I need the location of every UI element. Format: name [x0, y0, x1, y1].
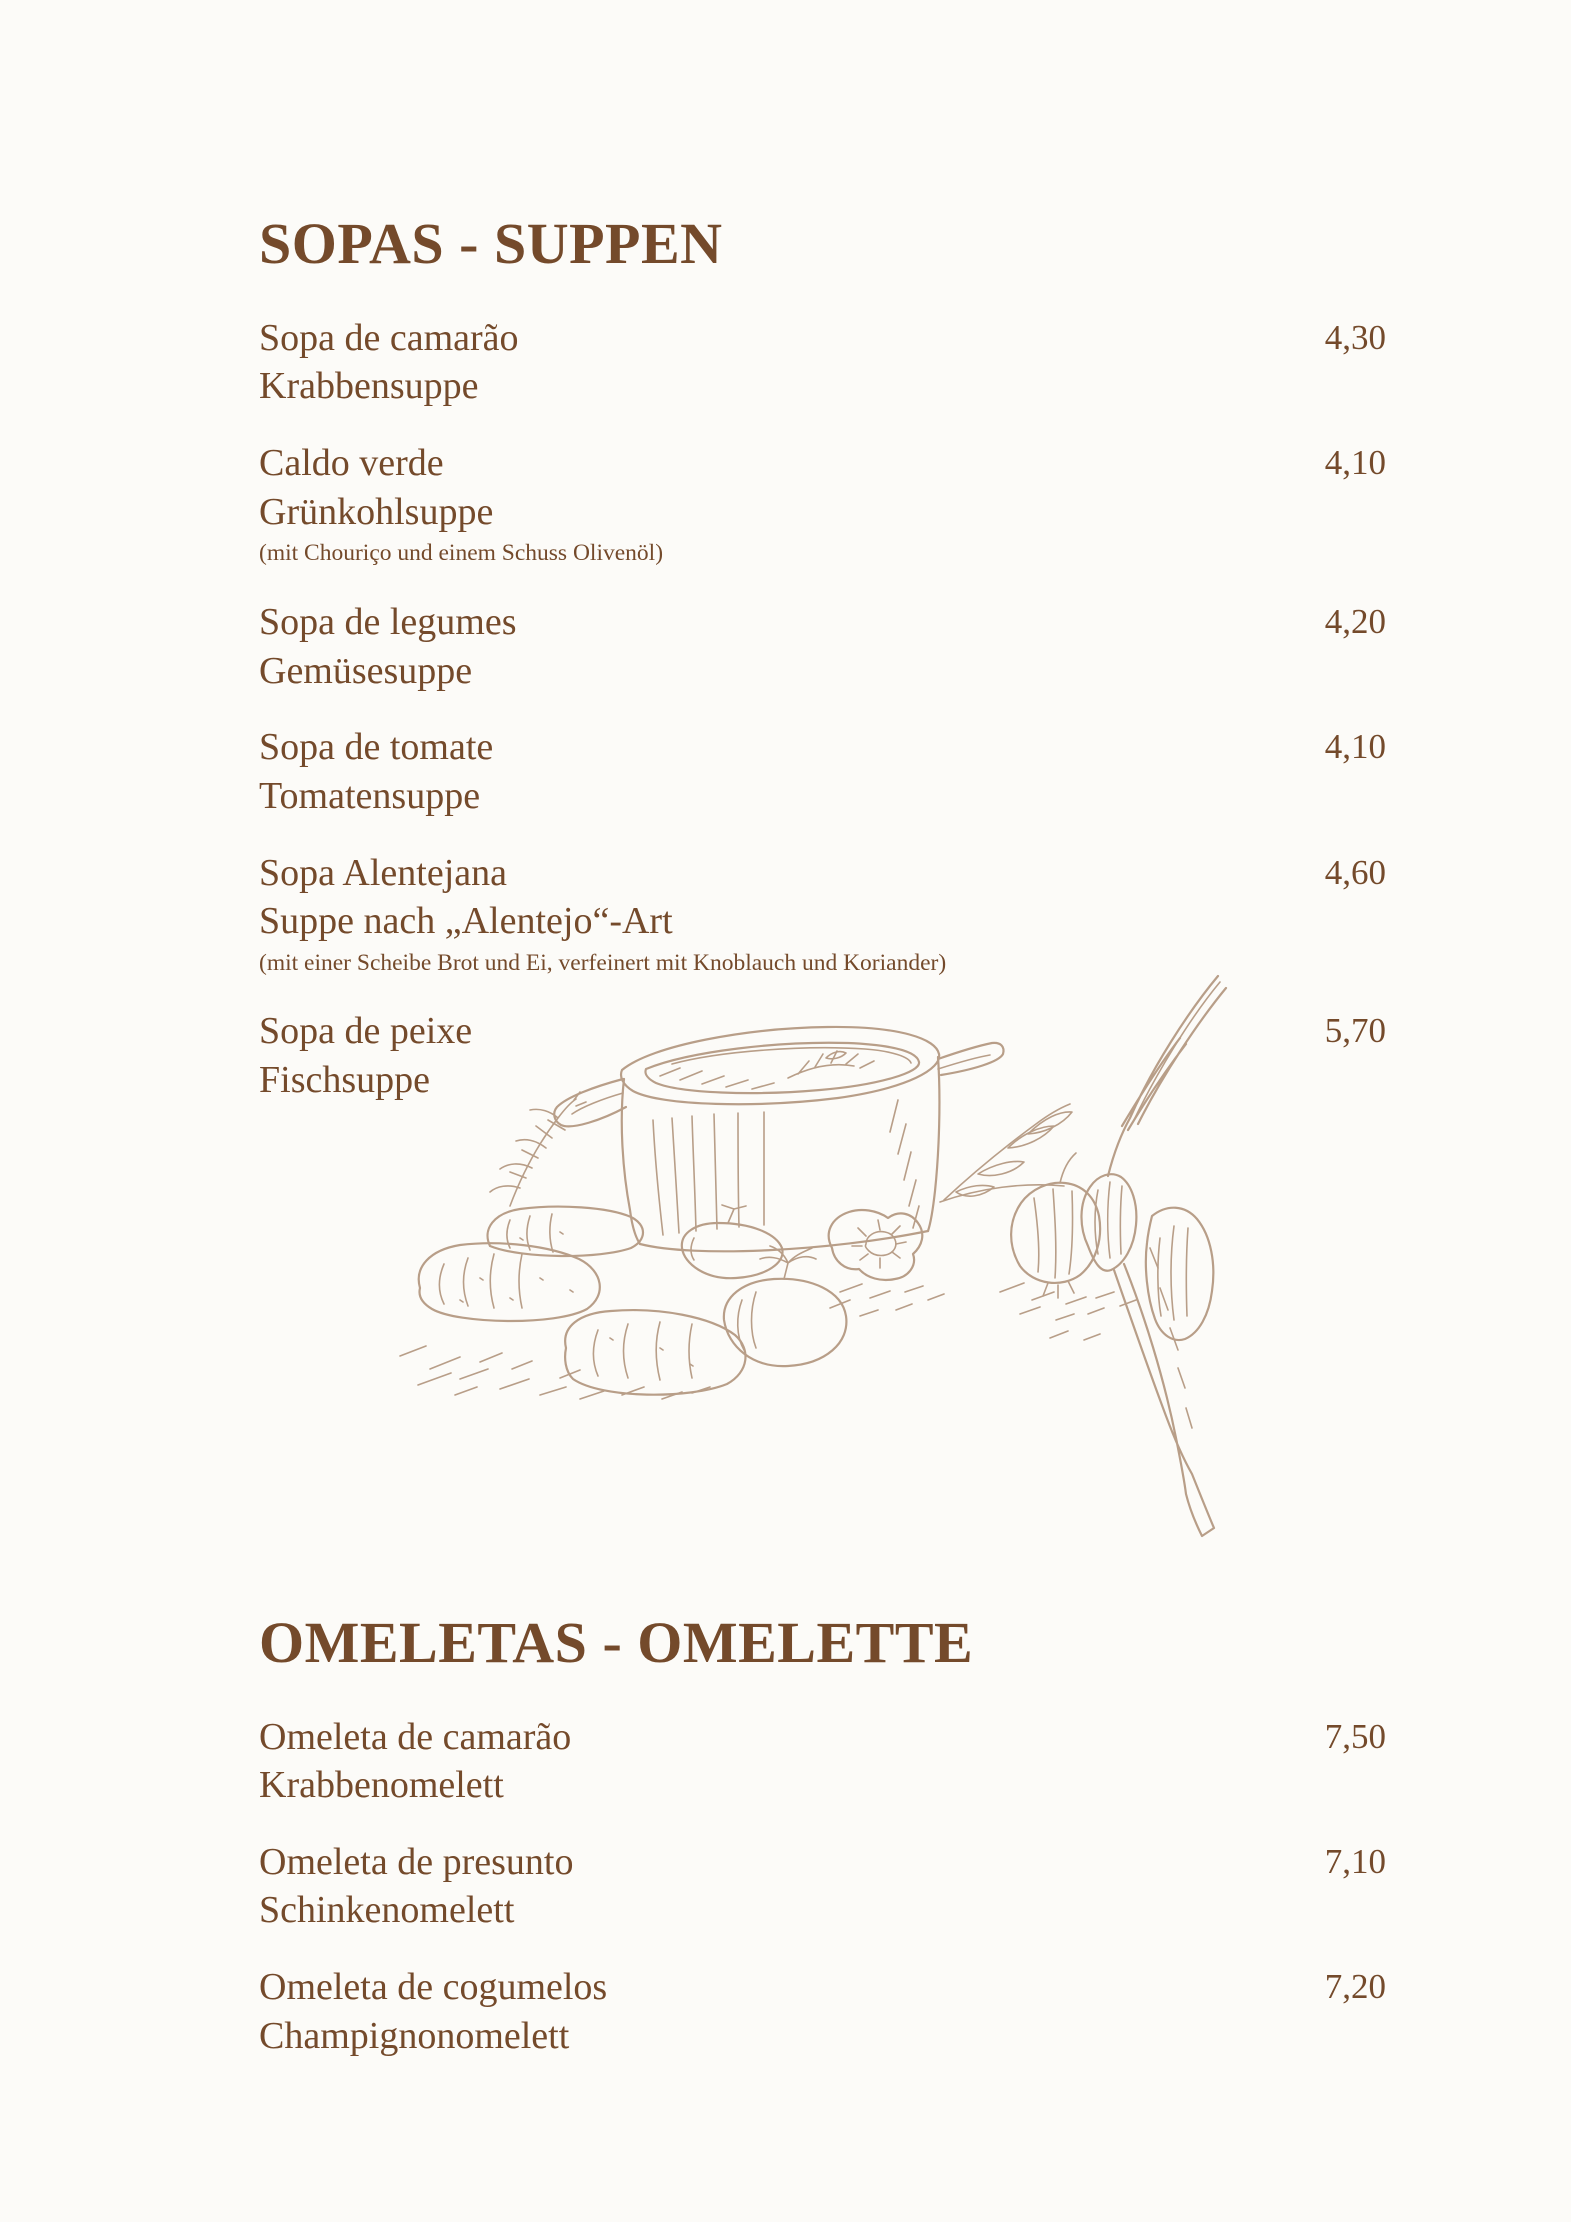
menu-content: [259, 0, 1386, 2088]
menu-item-translation: Krabbenomelett: [259, 1764, 504, 1807]
menu-item: [259, 1007, 1386, 1104]
menu-item-text: [259, 1838, 573, 1935]
menu-item-price: 7,10: [1324, 1841, 1386, 1881]
section-title: SOPAS - SUPPEN: [259, 211, 723, 276]
section-items: [259, 1713, 1386, 2061]
menu-section-sopas: [259, 212, 1386, 1105]
menu-item-name: Sopa de tomate: [259, 726, 494, 769]
menu-item-name: Sopa de peixe: [259, 1010, 473, 1053]
section-title: OMELETAS - OMELETTE: [259, 1609, 974, 1675]
menu-item-price: 4,30: [1324, 317, 1386, 357]
menu-item-translation: Fischsuppe: [259, 1059, 430, 1102]
menu-item-text: [259, 723, 493, 820]
menu-item-note: (mit Chouriço und einem Schuss Olivenöl): [259, 540, 664, 567]
menu-item-text: [259, 598, 517, 695]
menu-item-text: [259, 1963, 607, 2060]
menu-item-price: 4,20: [1324, 602, 1386, 642]
menu-item: [259, 1713, 1386, 1810]
menu-item-price: 4,60: [1324, 852, 1386, 892]
menu-item: [259, 1963, 1386, 2060]
menu-item: [259, 314, 1386, 411]
menu-item-translation: Champignonomelett: [259, 2014, 570, 2057]
menu-item-translation: Tomatensuppe: [259, 774, 481, 817]
menu-item: [259, 598, 1386, 695]
menu-item: [259, 849, 1386, 980]
menu-item: [259, 1838, 1386, 1935]
menu-item-translation: Krabbensuppe: [259, 365, 479, 408]
menu-item-text: [259, 314, 519, 411]
menu-item-name: Sopa Alentejana: [259, 851, 507, 894]
menu-item-note: (mit einer Scheibe Brot und Ei, verfeinert mit Knoblauch und Koriander): [259, 949, 947, 976]
menu-item-name: Sopa de camarão: [259, 316, 519, 359]
menu-item-translation: Grünkohlsuppe: [259, 490, 494, 533]
menu-item-name: Omeleta de presunto: [259, 1840, 574, 1883]
menu-item-price: 7,20: [1324, 1967, 1386, 2007]
menu-item-name: Omeleta de cogumelos: [259, 1966, 608, 2009]
menu-item-name: Sopa de legumes: [259, 601, 517, 644]
menu-item: [259, 723, 1386, 820]
menu-item-name: Omeleta de camarão: [259, 1715, 572, 1758]
section-items: [259, 314, 1386, 1105]
menu-item-price: 4,10: [1324, 443, 1386, 483]
menu-item-translation: Gemüsesuppe: [259, 649, 473, 692]
menu-item-price: 7,50: [1324, 1716, 1386, 1756]
menu-item-text: [259, 849, 946, 980]
menu-item-price: 5,70: [1324, 1011, 1386, 1051]
menu-item-text: [259, 439, 663, 570]
menu-item: [259, 439, 1386, 570]
menu-section-omeletas: [259, 1611, 1386, 2061]
menu-item-translation: Schinkenomelett: [259, 1889, 515, 1932]
menu-item-translation: Suppe nach „Alentejo“-Art: [259, 900, 673, 943]
menu-item-text: [259, 1007, 472, 1104]
menu-item-text: [259, 1713, 571, 1810]
menu-item-name: Caldo verde: [259, 442, 444, 485]
menu-item-price: 4,10: [1324, 727, 1386, 767]
